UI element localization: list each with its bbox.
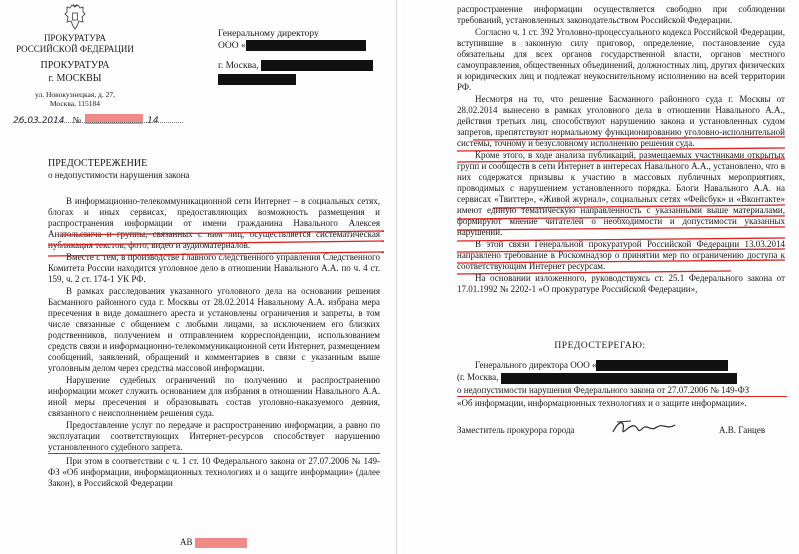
handwritten-signature-icon — [609, 416, 679, 440]
letter-page-2 — [401, 0, 799, 554]
warning-company-prefix: Генерального директора ООО « — [475, 360, 597, 370]
warning-heading: ПРЕДОСТЕРЕГАЮ: — [554, 341, 646, 351]
org-line4: г. МОСКВЫ — [48, 73, 102, 84]
handwritten-date: 26.03.2014 — [13, 116, 65, 126]
red-underline-marks — [0, 0, 396, 554]
addressee-title: Генеральному директору — [218, 29, 319, 39]
warning-law-title: «Об информации, информационных технологиях и о защите информации». — [457, 397, 747, 408]
signature-position: Заместитель прокурора города — [457, 425, 575, 435]
org-line2: РОССИЙСКОЙ ФЕДЕРАЦИИ — [16, 44, 134, 54]
highlighted-paragraph: Кроме этого, в ходе анализа публикаций, размещаемых участниками открытых групп и сообществ в сети Интернет в интересах Навального А.А., установлено, что в них содержатся призывы к участию в массовых публичных мероприятиях, проводимых с нарушением установленного порядка. Блоги Навального А.А. на сервисах «Твиттер», «Живой журнал», социальных сетях «Фейсбук» и «Вконтакте» имеют единую тематическую направленность с указанными выше материалами, формируют мнение читателей о необходимости и допустимости указанных нарушений. — [457, 150, 785, 237]
warning-block — [457, 360, 787, 409]
footer-code-prefix: АВ — [180, 537, 193, 547]
paragraph: На основании изложенного, руководствуясь ст. 25.1 Федерального закона от 17.01.1992 № 2202-1 «О прокуратуре Российской Федерации», — [457, 273, 785, 294]
paragraph: В информационно-телекоммуникационной сети Интернет – в социальных сетях, блогах и иных сервисах, предоставляющих возможность размещения и распространения информации от имени гражданина Навального Алексея Анатольевича и группы, связанных с ним лиц, осуществляется систематическая публикация текстов, фото, видео и аудиоматериалов. — [48, 196, 380, 250]
number-sign: № — [72, 115, 82, 125]
paragraph: Вместе с тем, в производстве Главного следственного управления Следственного Комитета России находится уголовное дело в отношении Навального А.А. по ч. 4 ст. 159, ч. 2 ст. 174-1 УК РФ. — [48, 252, 380, 284]
red-underline-marks — [401, 0, 799, 554]
highlighted-paragraph: Предоставление услуг по передаче и распространению информации, а равно по эксплуатации соответствующих Интернет-ресурсов способствует нарушению установленного судебного запрета. — [48, 420, 380, 452]
org-line3: ПРОКУРАТУРА — [40, 60, 110, 71]
redacted-footer-number — [195, 538, 247, 548]
org-address-line1: ул. Новокузнецкая, д. 27, — [35, 90, 115, 99]
warning-law-line: о недопустимости нарушения Федерального закона от 27.07.2006 № 149-ФЗ — [457, 385, 787, 397]
org-address-line2: Москва, 115184 — [49, 99, 101, 108]
addressee-company-prefix: ООО « — [218, 41, 246, 51]
document-title: ПРЕДОСТЕРЕЖЕНИЕ — [48, 158, 148, 169]
redacted-address — [501, 373, 737, 384]
paragraph: распространение информации осуществляется свободно при соблюдении требований, установленных законодательством Российской Федерации. — [457, 4, 785, 25]
signatory-name: А.В. Ганцев — [719, 425, 766, 435]
handwritten-number-suffix: 14 — [147, 116, 159, 126]
paragraph: В этой связи Генеральной прокуратурой Российской Федерации 13.03.2014 направлено требование в Роскомнадзор о принятии мер по ограничению доступа к соответствующим Интернет ресурсам. — [457, 239, 785, 271]
letter-page-1 — [0, 0, 397, 554]
footer-code — [180, 537, 247, 548]
document-subtitle: о недопустимости нарушения закона — [48, 170, 190, 180]
redacted-company-name — [596, 360, 728, 371]
addressee-city: г. Москва, — [218, 61, 259, 71]
paragraph: В рамках расследования указанного уголовного дела на основании решения Басманного районного суда г. Москвы от 28.02.2014 Навальному А.А. избрана мера пресечения в виде домашнего ареста и установлены ограничения и запреты, в том числе связанные с общением с любыми лицами, за исключением его близких родственников, получением и отправлением корреспонденции, использованием средств связи и информационно-телекоммуникационной сети Интернет, размещением сообщений, заявлений, обращений и комментариев в связи с указанным выше уголовным делом через средства массовой информации. — [48, 286, 380, 373]
highlighted-paragraph: Несмотря на то, что решение Басманного районного суда г. Москвы от 28.02.2014 вынесено в рамках уголовного дела в отношении Навального А.А., действия третьих лиц, способствуют нарушению закона и установленных судом запретов, препятствуют нормальному функционированию уголовно-исполнительной системы, точному и безусловному исполнению решения суда. — [457, 94, 785, 148]
warning-city: (г. Москва, — [457, 372, 499, 383]
org-line1: ПРОКУРАТУРА — [43, 33, 107, 43]
paragraph: Согласно ч. 1 ст. 392 Уголовно-процессуального кодекса Российской Федерации, вступившие в законную силу приговор, определение, постановление суда обязательны для всех органов государственной власти, органов местного самоуправления, общественных объединений, должностных лиц, других физических и юридических лиц и подлежат неукоснительному исполнению на всей территории РФ. — [457, 27, 785, 92]
paragraph: Нарушение судебных ограничений по получению и распространению информации может служить основанием для избрания в отношении Навального А.А. иной меры пресечения и образовывать состав уголовно-наказуемого деяния, связанного с неисполнением решения суда. — [48, 375, 380, 418]
paragraph: При этом в соответствии с ч. 1 ст. 10 Федерального закона от 27.07.2006 № 149-ФЗ «Об информации, информационных технологиях и о защите информации» (далее Закон), в Российской Федерации — [48, 456, 380, 488]
